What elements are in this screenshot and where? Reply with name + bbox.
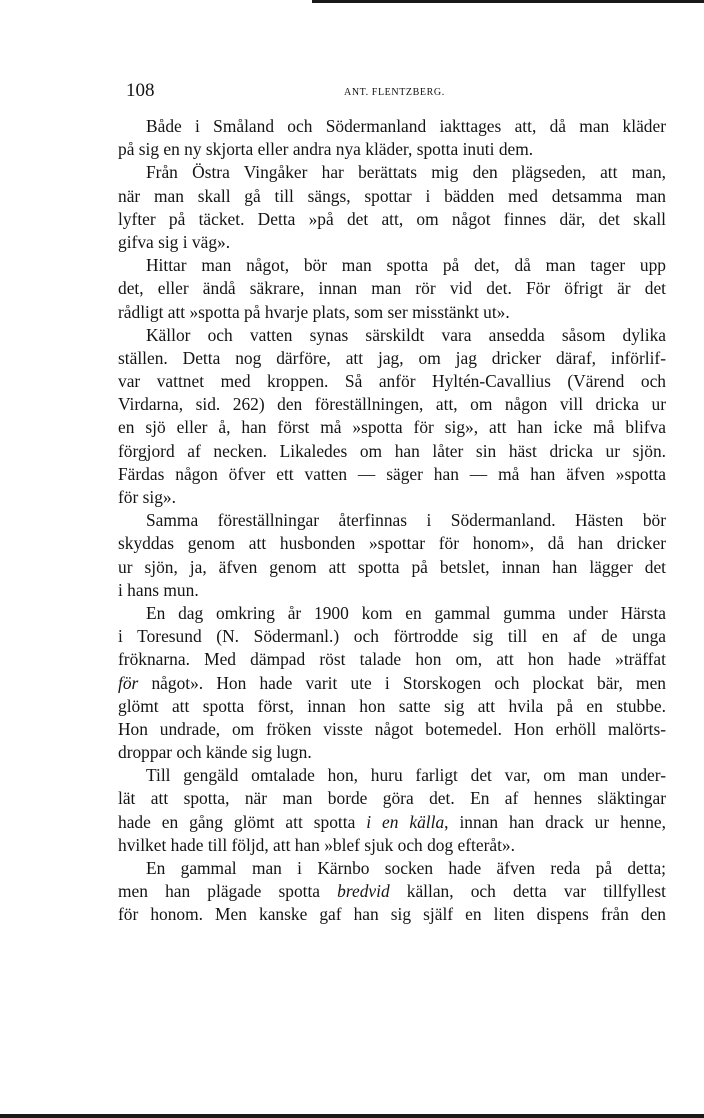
bottom-rule <box>0 1114 704 1118</box>
text-line: en sjö eller å, han först må »spotta för sig», att han icke må blifva <box>118 417 666 438</box>
text-line: för honom. Men kanske gaf han sig själf en liten dispens från den <box>118 904 666 925</box>
text-line: glömt att spotta först, innan hon satte sig att hvila på en stubbe. <box>118 695 666 716</box>
text-line: Färdas någon öfver ett vatten — säger han — må han äfven »spotta <box>118 463 666 484</box>
text-line: ställen. Detta nog därföre, att jag, om jag dricker däraf, införlif- <box>118 347 666 368</box>
text-line: Hon undrade, om fröken visste något botemedel. Hon erhöll malörts- <box>118 718 666 739</box>
text-line: En gammal man i Kärnbo socken hade äfven reda på detta; <box>146 858 666 878</box>
text-line: gifva sig i väg». <box>118 231 231 252</box>
body-text <box>118 115 666 927</box>
text-line: skyddas genom att husbonden »spottar för honom», då han dricker <box>118 533 666 554</box>
text-line: Källor och vatten synas särskildt vara ansedda såsom dylika <box>146 324 666 345</box>
page-number: 108 <box>126 80 155 101</box>
emphasis: i en källa <box>366 811 445 832</box>
text-line: droppar och kände sig lugn. <box>118 742 312 763</box>
text-line: Hittar man något, bör man spotta på det, då man tager upp <box>146 255 666 276</box>
text-line: när man skall gå till sängs, spottar i bädden med detsamma man <box>118 185 666 206</box>
text-line: men han plägade spotta bredvid källan, och detta var tillfyllest <box>118 881 666 902</box>
page-header <box>126 80 666 102</box>
text-line: i hans mun. <box>118 579 199 600</box>
text-line: för något». Hon hade varit ute i Storskogen och plockat bär, men <box>118 672 666 693</box>
text-line: Både i Småland och Södermanland iakttages att, då man kläder <box>146 116 666 136</box>
text-line: det, eller ändå säkrare, innan man rör vid det. För öfrigt är det <box>118 278 666 299</box>
text-line: var vattnet med kroppen. Så anför Hyltén-Cavallius (Värend och <box>118 371 666 392</box>
text-line: En dag omkring år 1900 kom en gammal gumma under Härsta <box>146 602 666 623</box>
text-line: hvilket hade till följd, att han »blef sjuk och dog efteråt». <box>118 834 515 855</box>
text-line: Från Östra Vingåker har berättats mig den plägseden, att man, <box>146 162 666 183</box>
text-line: rådligt att »spotta på hvarje plats, som ser misstänkt ut». <box>118 301 510 322</box>
running-head: ANT. FLENTZBERG. <box>344 87 445 98</box>
text-line: förgjord af necken. Likaledes om han låter sin häst dricka ur sjön. <box>118 440 666 461</box>
text-line: lyfter på täcket. Detta »på det att, om något finnes där, det skall <box>118 208 666 229</box>
text-line: fröknarna. Med dämpad röst talade hon om, att hon hade »träffat <box>118 649 666 670</box>
text-line: på sig en ny skjorta eller andra nya kläder, spotta inuti dem. <box>118 139 534 160</box>
text-line: i Toresund (N. Södermanl.) och förtrodde sig till en af de unga <box>118 626 666 647</box>
text-line: ur sjön, ja, äfven genom att spotta på betslet, innan han lägger det <box>118 556 666 577</box>
text-line: hade en gång glömt att spotta i en källa, innan han drack ur henne, <box>118 811 666 832</box>
text-line: för sig». <box>118 487 176 507</box>
text-line: Samma föreställningar återfinnas i Södermanland. Hästen bör <box>146 510 666 531</box>
emphasis: för <box>118 672 139 693</box>
text-line: lät att spotta, när man borde göra det. En af hennes släktingar <box>118 788 666 809</box>
emphasis: bredvid <box>337 881 390 902</box>
text-line: Till gengäld omtalade hon, huru farligt det var, om man under- <box>146 765 666 786</box>
top-rule <box>312 0 704 3</box>
text-line: Virdarna, sid. 262) den föreställningen, att, om någon vill dricka ur <box>118 394 666 415</box>
